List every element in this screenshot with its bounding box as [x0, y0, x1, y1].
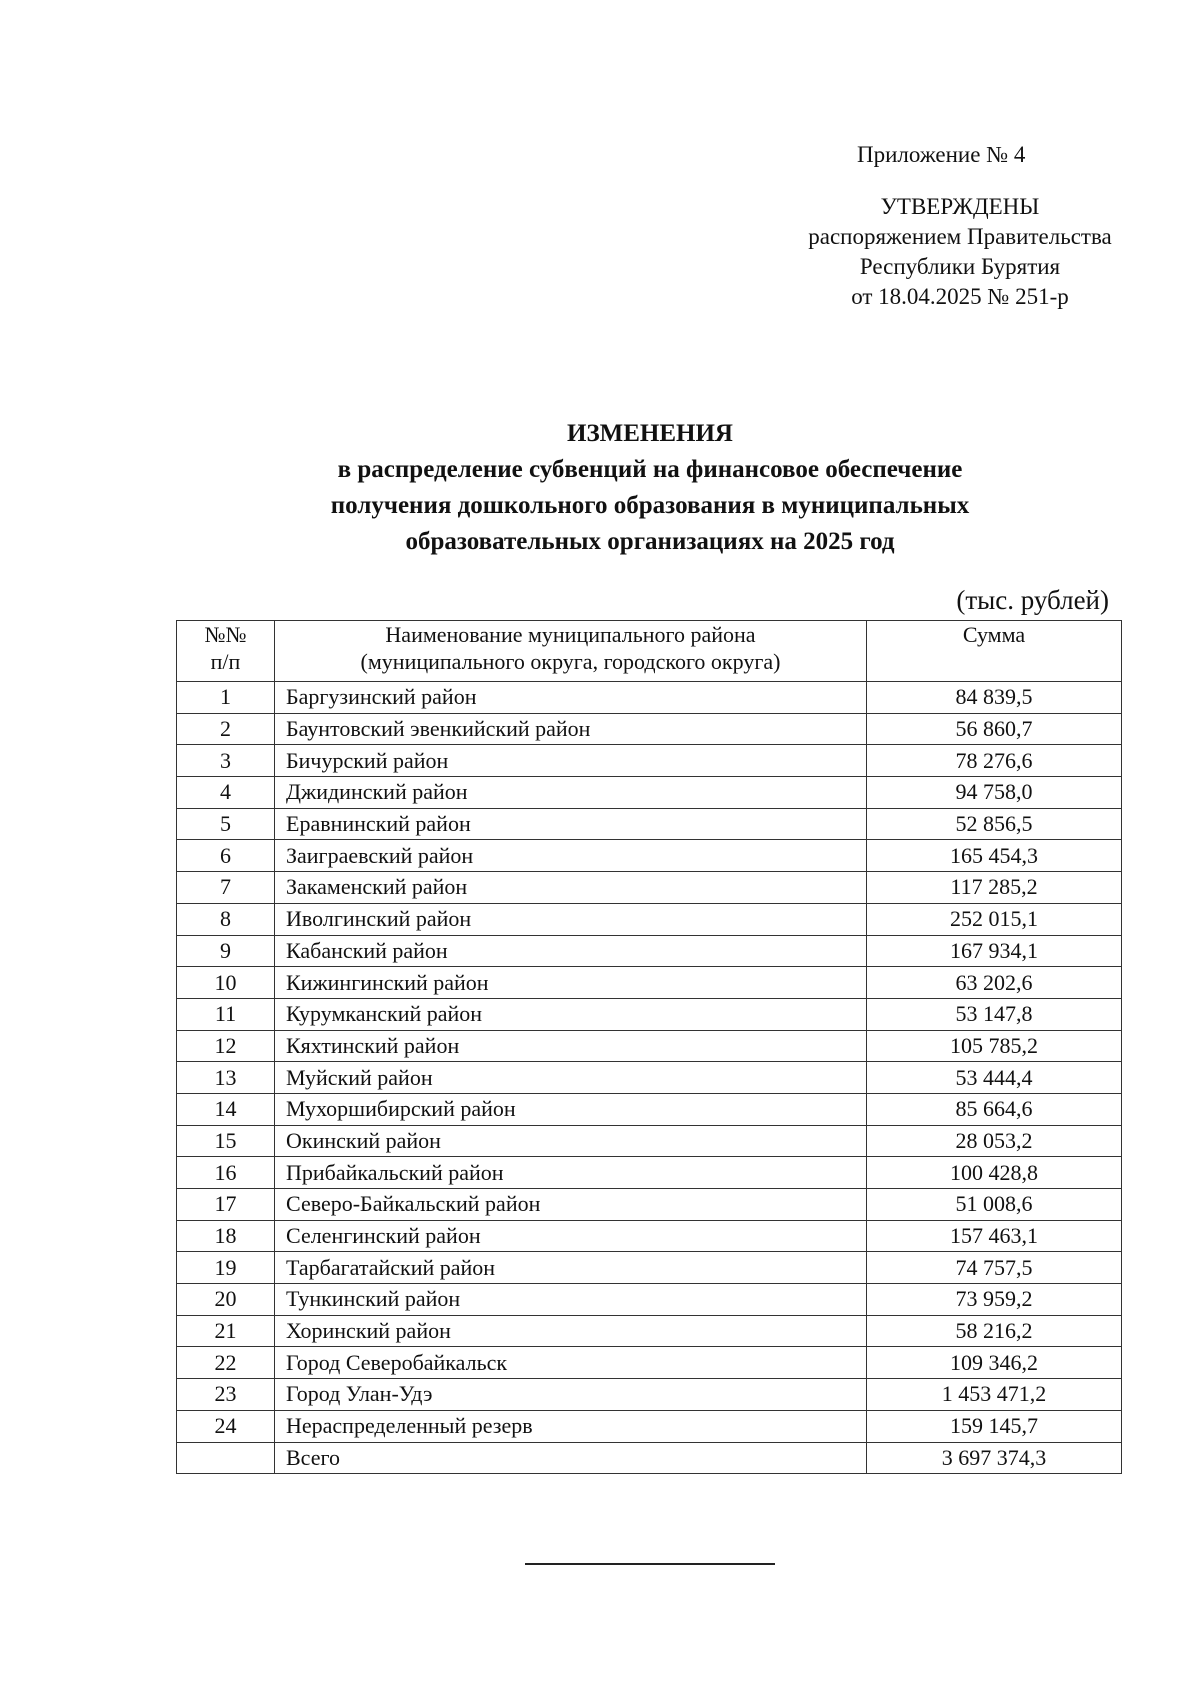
table-row	[177, 1315, 1122, 1347]
row-number: 15	[177, 1125, 275, 1157]
approved-region-line: Республики Бурятия	[859, 254, 1061, 279]
row-name: Муйский район	[275, 1062, 867, 1094]
table-row	[177, 1410, 1122, 1442]
row-number: 9	[177, 935, 275, 967]
row-number: 21	[177, 1315, 275, 1347]
row-name: Кабанский район	[275, 935, 867, 967]
row-number: 11	[177, 998, 275, 1030]
table-row	[177, 1284, 1122, 1316]
table-row	[177, 1252, 1122, 1284]
row-sum: 73 959,2	[867, 1284, 1122, 1316]
row-sum: 84 839,5	[867, 682, 1122, 714]
row-sum: 167 934,1	[867, 935, 1122, 967]
title-line-2: получения дошкольного образования в муниципальных	[330, 492, 970, 519]
row-sum: 52 856,5	[867, 808, 1122, 840]
row-name: Тункинский район	[275, 1284, 867, 1316]
table-row	[177, 713, 1122, 745]
row-name: Мухоршибирский район	[275, 1093, 867, 1125]
header-number-line-2: п/п	[210, 649, 241, 674]
table-row	[177, 808, 1122, 840]
row-number: 23	[177, 1379, 275, 1411]
units-label: (тыс. рублей)	[956, 585, 1109, 615]
row-number: 5	[177, 808, 275, 840]
row-number: 4	[177, 777, 275, 809]
title-heading: ИЗМЕНЕНИЯ	[567, 420, 733, 447]
row-sum: 74 757,5	[867, 1252, 1122, 1284]
row-name: Город Северобайкальск	[275, 1347, 867, 1379]
table-row	[177, 840, 1122, 872]
table-row	[177, 1125, 1122, 1157]
table-row	[177, 872, 1122, 904]
title-line-3: образовательных организациях на 2025 год	[405, 528, 895, 555]
table-row	[177, 682, 1122, 714]
row-number: 12	[177, 1030, 275, 1062]
row-number: 16	[177, 1157, 275, 1189]
approval-stamp	[760, 140, 1160, 312]
table-row	[177, 1030, 1122, 1062]
row-number: 24	[177, 1410, 275, 1442]
header-sum: Сумма	[867, 621, 1122, 682]
row-number: 13	[177, 1062, 275, 1094]
row-name: Селенгинский район	[275, 1220, 867, 1252]
header-number-line-1: №№	[204, 622, 247, 647]
row-sum: 63 202,6	[867, 967, 1122, 999]
approved-date-line: от 18.04.2025 № 251-р	[851, 284, 1069, 309]
row-sum: 100 428,8	[867, 1157, 1122, 1189]
row-sum: 78 276,6	[867, 745, 1122, 777]
row-name: Закаменский район	[275, 872, 867, 904]
row-name: Город Улан-Удэ	[275, 1379, 867, 1411]
header-name-line-1: Наименование муниципального района	[385, 622, 756, 647]
table-row	[177, 745, 1122, 777]
distribution-table	[176, 620, 1122, 1474]
row-number: 19	[177, 1252, 275, 1284]
row-name: Курумканский район	[275, 998, 867, 1030]
table-header-row	[177, 621, 1122, 682]
row-name: Баунтовский эвенкийский район	[275, 713, 867, 745]
title-line-1: в распределение субвенций на финансовое обеспечение	[337, 456, 963, 483]
document-title	[100, 416, 1200, 560]
row-number: 22	[177, 1347, 275, 1379]
row-name: Еравнинский район	[275, 808, 867, 840]
header-name	[275, 621, 867, 682]
row-number: 17	[177, 1189, 275, 1221]
row-sum: 58 216,2	[867, 1315, 1122, 1347]
row-number: 1	[177, 682, 275, 714]
approved-label: УТВЕРЖДЕНЫ	[880, 194, 1040, 219]
row-number: 10	[177, 967, 275, 999]
table-row	[177, 1220, 1122, 1252]
table-row	[177, 903, 1122, 935]
table-body	[177, 682, 1122, 1474]
row-sum: 109 346,2	[867, 1347, 1122, 1379]
row-number: 20	[177, 1284, 275, 1316]
row-sum: 53 444,4	[867, 1062, 1122, 1094]
row-sum: 94 758,0	[867, 777, 1122, 809]
row-name: Тарбагатайский район	[275, 1252, 867, 1284]
row-name: Окинский район	[275, 1125, 867, 1157]
row-name: Кижингинский район	[275, 967, 867, 999]
table-row	[177, 1379, 1122, 1411]
row-name: Баргузинский район	[275, 682, 867, 714]
row-number: 6	[177, 840, 275, 872]
row-name: Бичурский район	[275, 745, 867, 777]
row-name: Заиграевский район	[275, 840, 867, 872]
row-sum: 105 785,2	[867, 1030, 1122, 1062]
row-sum: 53 147,8	[867, 998, 1122, 1030]
appendix-number: Приложение № 4	[857, 142, 1026, 167]
table-row	[177, 777, 1122, 809]
table-row	[177, 967, 1122, 999]
row-name: Кяхтинский район	[275, 1030, 867, 1062]
approved-by-line: распоряжением Правительства	[808, 224, 1112, 249]
row-sum: 51 008,6	[867, 1189, 1122, 1221]
row-number	[177, 1442, 275, 1474]
table-row	[177, 998, 1122, 1030]
table-row	[177, 1189, 1122, 1221]
row-name: Иволгинский район	[275, 903, 867, 935]
row-sum: 159 145,7	[867, 1410, 1122, 1442]
row-name: Всего	[275, 1442, 867, 1474]
table-row	[177, 1157, 1122, 1189]
row-sum: 3 697 374,3	[867, 1442, 1122, 1474]
end-divider	[525, 1563, 775, 1565]
row-sum: 117 285,2	[867, 872, 1122, 904]
header-number	[177, 621, 275, 682]
row-name: Северо-Байкальский район	[275, 1189, 867, 1221]
table-total-row	[177, 1442, 1122, 1474]
table-row	[177, 1062, 1122, 1094]
row-name: Прибайкальский район	[275, 1157, 867, 1189]
table-row	[177, 1093, 1122, 1125]
row-sum: 165 454,3	[867, 840, 1122, 872]
row-sum: 252 015,1	[867, 903, 1122, 935]
header-name-line-2: (муниципального округа, городского округа)	[360, 649, 781, 674]
row-name: Джидинский район	[275, 777, 867, 809]
row-sum: 1 453 471,2	[867, 1379, 1122, 1411]
row-sum: 157 463,1	[867, 1220, 1122, 1252]
row-number: 2	[177, 713, 275, 745]
table-row	[177, 1347, 1122, 1379]
table-row	[177, 935, 1122, 967]
row-number: 14	[177, 1093, 275, 1125]
row-number: 8	[177, 903, 275, 935]
row-number: 3	[177, 745, 275, 777]
row-name: Хоринский район	[275, 1315, 867, 1347]
row-number: 7	[177, 872, 275, 904]
row-sum: 28 053,2	[867, 1125, 1122, 1157]
row-name: Нераспределенный резерв	[275, 1410, 867, 1442]
row-sum: 56 860,7	[867, 713, 1122, 745]
row-number: 18	[177, 1220, 275, 1252]
row-sum: 85 664,6	[867, 1093, 1122, 1125]
